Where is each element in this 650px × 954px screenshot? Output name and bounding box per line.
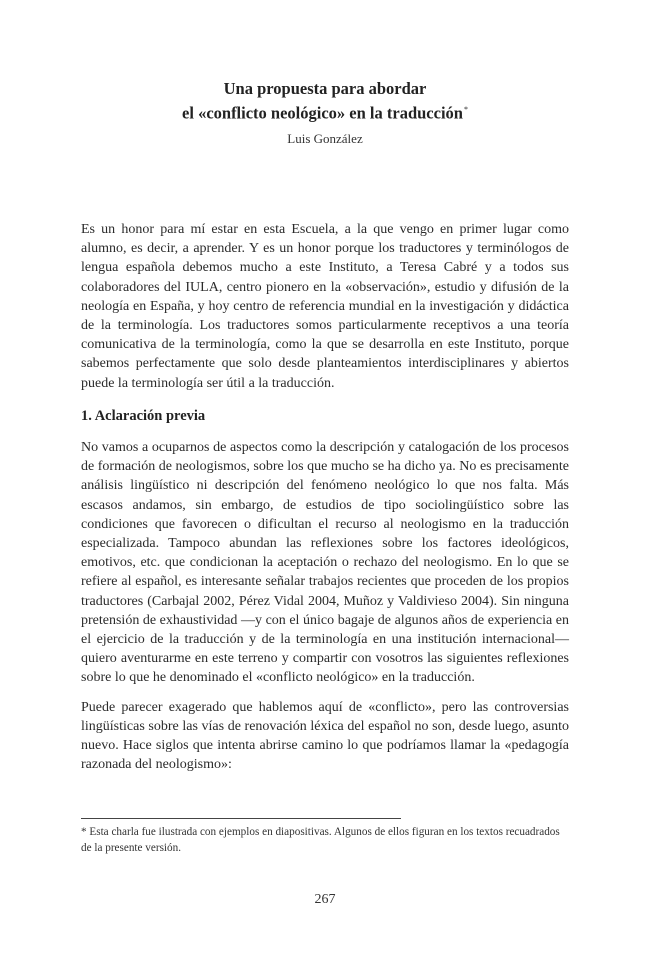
title-footnote-marker: * — [463, 105, 468, 114]
article-body — [81, 220, 569, 784]
article-title — [0, 78, 650, 124]
footnote: * Esta charla fue ilustrada con ejemplos en diapositivas. Algunos de ellos figuran en los textos recuadrados de la presente versión. — [81, 826, 560, 854]
intro-paragraph: Es un honor para mí estar en esta Escuela, a la que vengo en primer lugar como alumno, es decir, a aprender. Y es un honor porque los traductores y terminólogos de lengua española debemos mucho a este Instituto, a Teresa Cabré y a todos sus colaboradores del IULA, centro pionero en la «observación», estudio y difusión de la neología en España, y hoy centro de referencia mundial en la investigación y didáctica de la terminología. Los traductores somos particularmente receptivos a una teoría comunicativa de la terminología, como la que se desarrolla en este Instituto, porque sabemos perfectamente que solo desde planteamientos interdisciplinares y abiertos puede la terminología ser útil a la traducción. — [81, 222, 569, 391]
body-paragraph-2: Puede parecer exagerado que hablemos aquí de «conflicto», pero las controversias lingüísticas sobre las vías de renovación léxica del español no son, desde luego, asunto nuevo. Hace siglos que intenta abrirse camino lo que podríamos llamar la «pedagogía razonada del neologismo»: — [81, 699, 569, 773]
body-paragraph-1: No vamos a ocuparnos de aspectos como la descripción y catalogación de los procesos de formación de neologismos, sobre los que mucho se ha dicho ya. No es precisamente análisis lingüístico ni descripción del fenómeno neológico lo que nos falta. Más escasos andamos, sin embargo, de estudios de tipo sociolingüístico sobre las condiciones que favorecen o dificultan el recurso al neologismo en la traducción especializada. Tampoco abundan las reflexiones sobre los factores ideológicos, emotivos, etc. que condicionan la aceptación o rechazo del neologismo. En lo que se refiere al español, es interesante señalar trabajos recientes que proceden de los propios traductores (Carbajal 2002, Pérez Vidal 2004, Muñoz y Valdivieso 2004). Sin ninguna pretensión de exhaustividad —y con el único bagaje de algunos años de experiencia en el ejercicio de la traducción y de la terminología en una institución internacional— quiero aventurarme en este terreno y compartir con vosotros las siguientes reflexiones sobre lo que he denominado el «conflicto neológico» en la traducción. — [81, 440, 569, 686]
page-number: 267 — [314, 892, 336, 907]
title-line-1: Una propuesta para abordar — [223, 79, 427, 98]
title-line-2: el «conflicto neológico» en la traducción — [182, 103, 463, 123]
article-header — [0, 78, 650, 148]
author-name: Luis González — [287, 130, 363, 146]
section-heading: 1. Aclaración previa — [81, 407, 206, 424]
footnote-divider — [81, 818, 401, 819]
